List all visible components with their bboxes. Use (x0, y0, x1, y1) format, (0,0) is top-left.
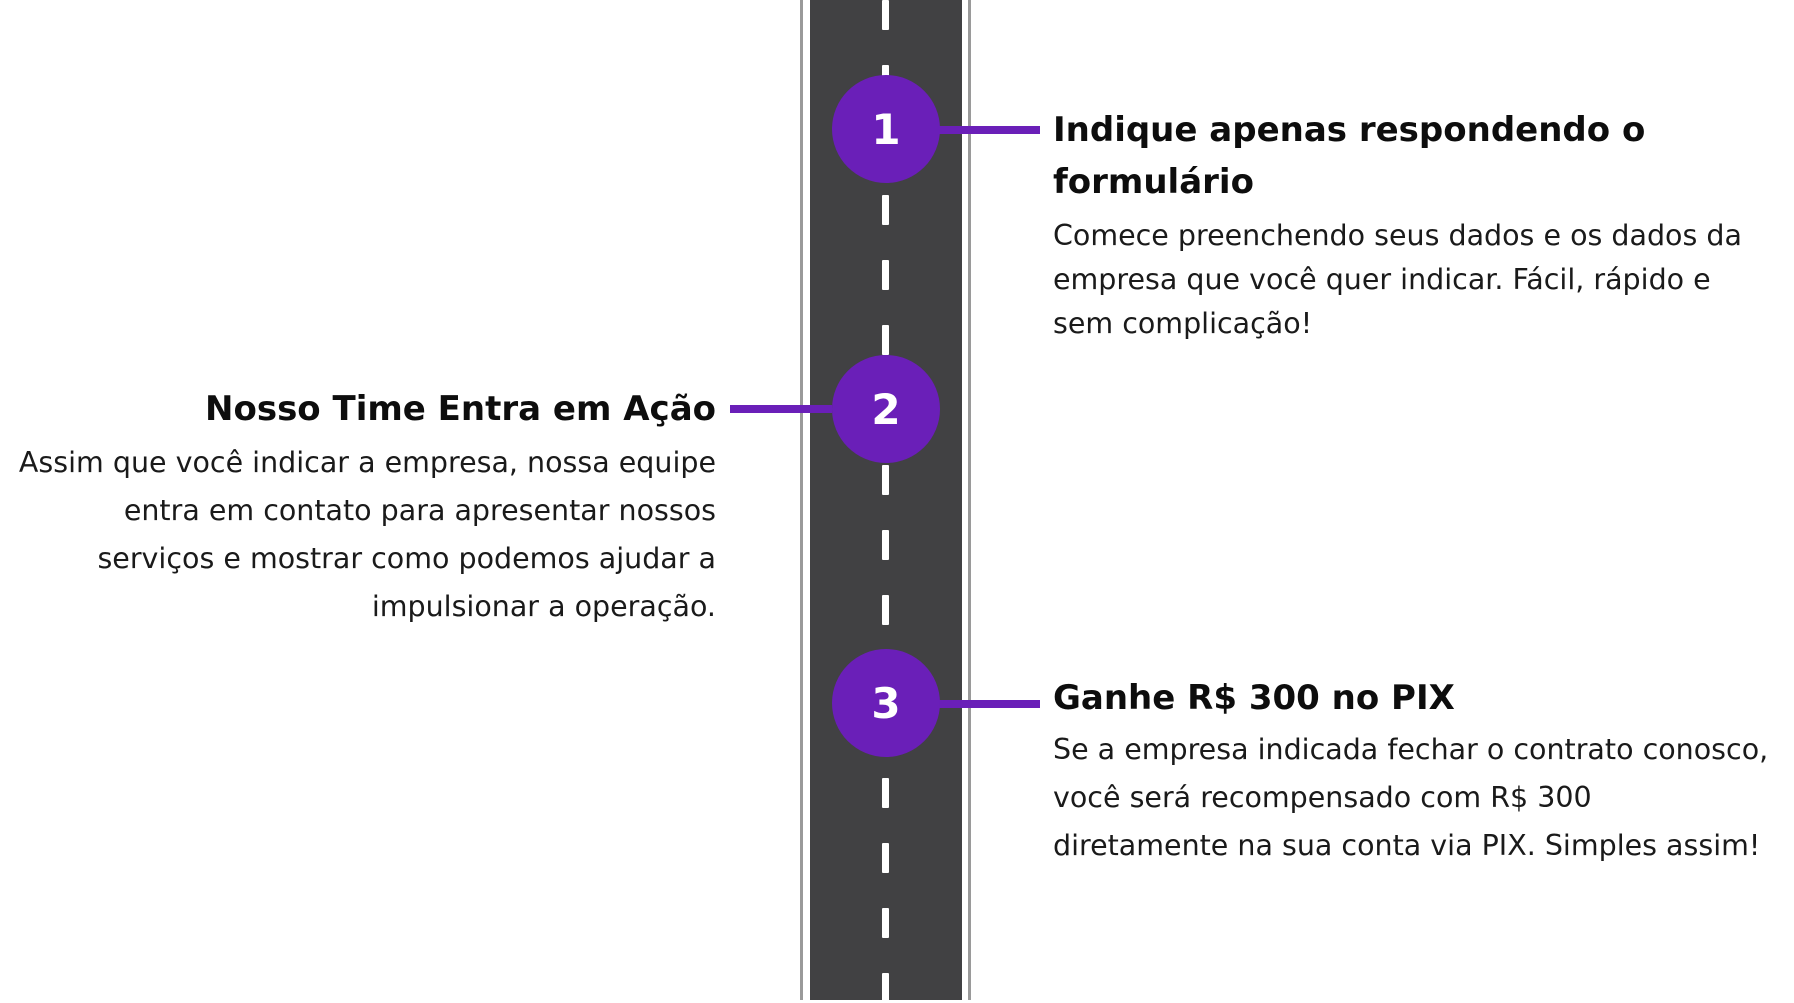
step-2-content (16, 383, 716, 631)
lane-dash (882, 778, 889, 808)
step-2-badge: 2 (832, 355, 940, 463)
step-3-content (1053, 672, 1773, 870)
step-3-title: Ganhe R$ 300 no PIX (1053, 678, 1455, 718)
road-edge-right (968, 0, 971, 1000)
step-3-connector (938, 700, 1040, 708)
step-1-title: Indique apenas respondendo o formulário (1053, 110, 1646, 202)
lane-dash (882, 908, 889, 938)
lane-dash (882, 465, 889, 495)
step-1-description: Comece preenchendo seus dados e os dados da empresa que você quer indicar. Fácil, rápido e sem complicação! (1053, 219, 1742, 340)
lane-dash (882, 195, 889, 225)
step-2-description: Assim que você indicar a empresa, nossa equipe entra em contato para apresentar nossos serviços e mostrar como podemos ajudar a impulsionar a operação. (18, 446, 716, 623)
lane-dash (882, 595, 889, 625)
road-edge-left (800, 0, 803, 1000)
step-2-connector (730, 405, 832, 413)
step-2-title: Nosso Time Entra em Ação (205, 389, 716, 429)
step-1-badge: 1 (832, 75, 940, 183)
lane-dash (882, 530, 889, 560)
step-1-connector (938, 126, 1040, 134)
step-3-badge: 3 (832, 649, 940, 757)
lane-dash (882, 0, 889, 30)
lane-dash (882, 325, 889, 355)
step-1-content (1053, 104, 1773, 346)
step-3-description: Se a empresa indicada fechar o contrato conosco, você será recompensado com R$ 300 diretamente na sua conta via PIX. Simples assim! (1053, 733, 1769, 862)
lane-dash (882, 260, 889, 290)
lane-dash (882, 843, 889, 873)
lane-dash (882, 973, 889, 1003)
